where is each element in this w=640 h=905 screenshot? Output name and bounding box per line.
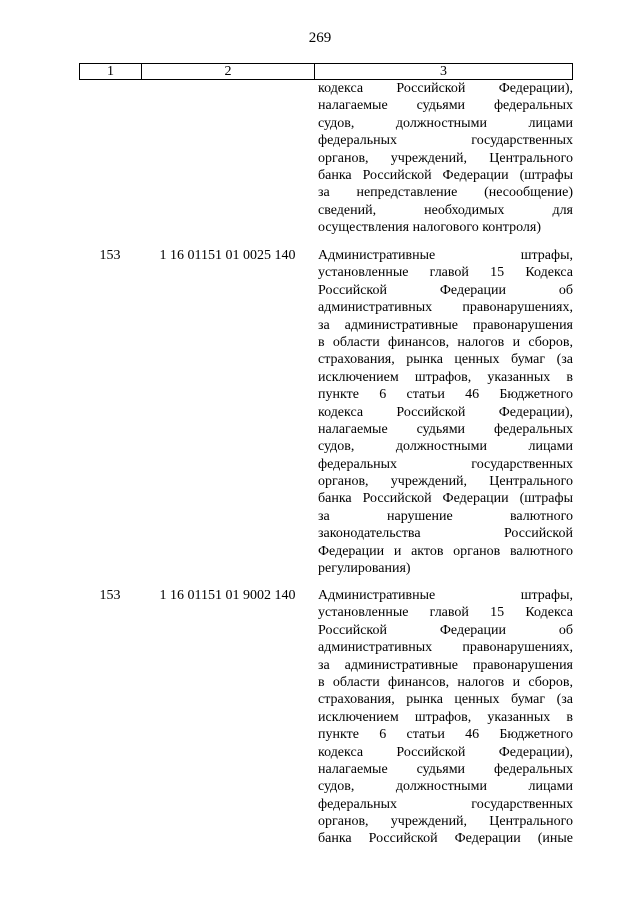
description-line: страхования, рынка ценных бумаг (за — [318, 352, 573, 368]
description-line: установленные главой 15 Кодекса — [318, 265, 573, 281]
description-line: законодательства Российской — [318, 526, 573, 542]
description-line: кодекса Российской Федерации), — [318, 404, 573, 420]
description-line: в области финансов, налогов и сборов, — [318, 674, 573, 690]
description-line: административных правонарушениях, — [318, 300, 573, 316]
header-col-1: 1 — [80, 64, 142, 79]
description-line: федеральных государственных — [318, 456, 573, 472]
row-2-description — [318, 587, 573, 848]
description-line: Российской Федерации об — [318, 282, 573, 298]
description-line: Российской Федерации об — [318, 622, 573, 638]
description-line: пункте 6 статьи 46 Бюджетного — [318, 727, 573, 743]
row-1-kbk-code: 1 16 01151 01 0025 140 — [159, 248, 296, 263]
row-1-admin-code: 153 — [99, 248, 121, 263]
description-line: органов, учреждений, Центрального — [318, 474, 573, 490]
continuation-description — [318, 80, 573, 237]
description-line: регулирования) — [318, 561, 411, 577]
description-line: органов, учреждений, Центрального — [318, 150, 573, 166]
description-line: банка Российской Федерации (иные — [318, 831, 573, 847]
description-line: пункте 6 статьи 46 Бюджетного — [318, 387, 573, 403]
description-line: банка Российской Федерации (штрафы — [318, 167, 573, 183]
header-col-2: 2 — [142, 64, 315, 79]
description-line: за непредставление (несообщение) — [318, 185, 573, 201]
description-line: федеральных государственных — [318, 796, 573, 812]
description-line: установленные главой 15 Кодекса — [318, 605, 573, 621]
description-line: кодекса Российской Федерации), — [318, 81, 573, 96]
description-line: налагаемые судьями федеральных — [318, 421, 573, 437]
header-col-3: 3 — [440, 64, 447, 79]
description-line: исключением штрафов, указанных в — [318, 709, 573, 725]
description-line: в области финансов, налогов и сборов, — [318, 334, 573, 350]
description-line: налагаемые судьями федеральных — [318, 98, 573, 114]
table-header — [79, 63, 573, 80]
description-line: банка Российской Федерации (штрафы — [318, 491, 573, 507]
row-2-kbk-code: 1 16 01151 01 9002 140 — [159, 588, 296, 603]
description-line: Административные штрафы, — [318, 248, 573, 263]
description-line: налагаемые судьями федеральных — [318, 761, 573, 777]
row-1-description — [318, 247, 573, 577]
row-2-admin-code: 153 — [99, 588, 121, 603]
description-line: за административные правонарушения — [318, 657, 573, 673]
description-line: страхования, рынка ценных бумаг (за — [318, 692, 573, 708]
description-line: административных правонарушениях, — [318, 640, 573, 656]
description-line: Административные штрафы, — [318, 588, 573, 603]
page-number: 269 — [308, 30, 332, 46]
description-line: за административные правонарушения — [318, 317, 573, 333]
description-line: судов, должностными лицами — [318, 779, 573, 795]
description-line: органов, учреждений, Центрального — [318, 814, 573, 830]
description-line: кодекса Российской Федерации), — [318, 744, 573, 760]
description-line: исключением штрафов, указанных в — [318, 369, 573, 385]
description-line: судов, должностными лицами — [318, 115, 573, 131]
description-line: Федерации и актов органов валютного — [318, 543, 573, 559]
description-line: судов, должностными лицами — [318, 439, 573, 455]
description-line: сведений, необходимых для — [318, 202, 573, 218]
description-line: федеральных государственных — [318, 133, 573, 149]
description-line: осуществления налогового контроля) — [318, 220, 541, 236]
description-line: за нарушение валютного — [318, 508, 573, 524]
